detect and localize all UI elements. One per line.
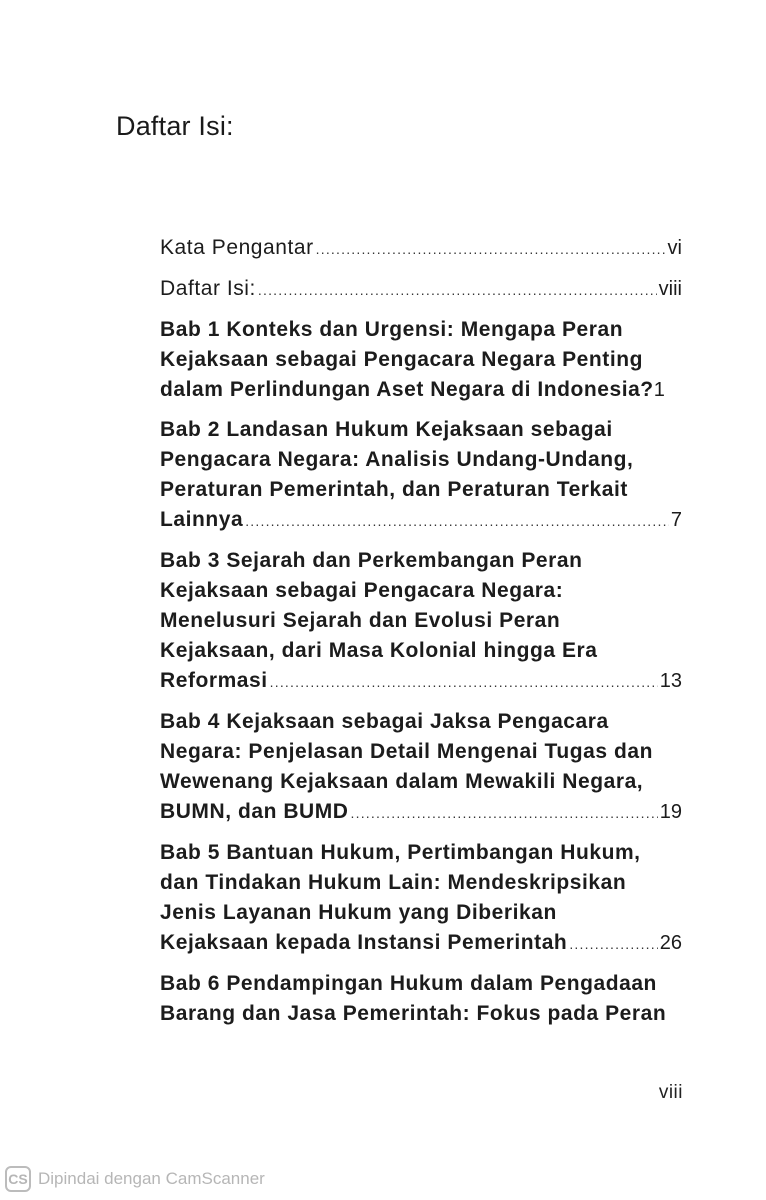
toc-leader-dots xyxy=(351,797,658,828)
toc-entry-line: Kejaksaan, dari Masa Kolonial hingga Era xyxy=(160,639,598,662)
toc-entry xyxy=(160,315,682,405)
toc-entry xyxy=(160,233,682,264)
toc-entry-line: Bab 2 Landasan Hukum Kejaksaan sebagai xyxy=(160,418,613,441)
toc-entry xyxy=(160,415,682,536)
toc-entry-line: Bab 3 Sejarah dan Perkembangan Peran xyxy=(160,549,583,572)
toc-entry-line: Bab 5 Bantuan Hukum, Pertimbangan Hukum, xyxy=(160,841,641,864)
toc-entry-title: Lainnya xyxy=(160,508,244,531)
toc-entry-last-line xyxy=(160,233,682,264)
toc-entry-last-line xyxy=(160,797,682,828)
toc-entry xyxy=(160,274,682,305)
page-title: Daftar Isi: xyxy=(116,111,234,141)
toc-entry-line: Bab 6 Pendampingan Hukum dalam Pengadaan xyxy=(160,972,657,995)
toc-entry-line: Negara: Penjelasan Detail Mengenai Tugas dan xyxy=(160,740,653,763)
toc-entry-line: Menelusuri Sejarah dan Evolusi Peran xyxy=(160,609,561,632)
toc-entry-line: Kejaksaan sebagai Pengacara Negara: xyxy=(160,579,564,602)
toc-entry-last-line xyxy=(160,505,682,536)
toc-entry-last-line xyxy=(160,375,682,405)
toc-leader-dots xyxy=(270,666,658,697)
toc-page-number: 13 xyxy=(659,670,682,692)
toc-entry xyxy=(160,838,682,959)
toc-entry-line: Bab 4 Kejaksaan sebagai Jaksa Pengacara xyxy=(160,710,609,733)
toc-entry-last-line xyxy=(160,274,682,305)
toc-page-number: 26 xyxy=(659,932,682,954)
toc-entry-title: Kejaksaan kepada Instansi Pemerintah xyxy=(160,931,568,954)
page-number: viii xyxy=(658,1082,683,1103)
toc-entry-title: dalam Perlindungan Aset Negara di Indonesia? xyxy=(160,378,654,401)
toc-entry xyxy=(160,969,682,1029)
toc-page-number: 1 xyxy=(653,379,665,401)
toc-leader-dots xyxy=(258,274,657,305)
toc-page-number: 19 xyxy=(659,801,682,823)
toc-entry xyxy=(160,707,682,828)
toc-leader-dots xyxy=(245,505,669,536)
toc-entry-line: Bab 1 Konteks dan Urgensi: Mengapa Peran xyxy=(160,318,624,341)
toc-entry-last-line xyxy=(160,999,682,1029)
toc-entry-line: Pengacara Negara: Analisis Undang-Undang, xyxy=(160,448,634,471)
camscanner-logo-icon: CS xyxy=(5,1166,31,1192)
toc-entry-title: Kata Pengantar xyxy=(160,236,314,259)
toc-leader-dots xyxy=(569,928,657,959)
table-of-contents xyxy=(160,233,682,1039)
toc-leader-dots xyxy=(316,233,666,264)
toc-entry xyxy=(160,546,682,697)
toc-page-number: vi xyxy=(667,237,682,259)
toc-entry-last-line xyxy=(160,928,682,959)
camscanner-watermark xyxy=(5,1166,265,1192)
toc-entry-title: Barang dan Jasa Pemerintah: Fokus pada Peran xyxy=(160,1002,667,1025)
toc-entry-line: Kejaksaan sebagai Pengacara Negara Penting xyxy=(160,348,643,371)
toc-entry-title: Reformasi xyxy=(160,669,268,692)
toc-entry-line: Jenis Layanan Hukum yang Diberikan xyxy=(160,901,557,924)
toc-entry-title: Daftar Isi: xyxy=(160,277,256,300)
watermark-text: Dipindai dengan CamScanner xyxy=(38,1169,265,1188)
toc-page-number: viii xyxy=(658,278,682,300)
toc-entry-last-line xyxy=(160,666,682,697)
toc-page-number: 7 xyxy=(670,509,682,531)
toc-entry-title: BUMN, dan BUMD xyxy=(160,800,349,823)
toc-entry-line: Peraturan Pemerintah, dan Peraturan Terkait xyxy=(160,478,628,501)
toc-entry-line: Wewenang Kejaksaan dalam Mewakili Negara, xyxy=(160,770,644,793)
toc-entry-line: dan Tindakan Hukum Lain: Mendeskripsikan xyxy=(160,871,627,894)
